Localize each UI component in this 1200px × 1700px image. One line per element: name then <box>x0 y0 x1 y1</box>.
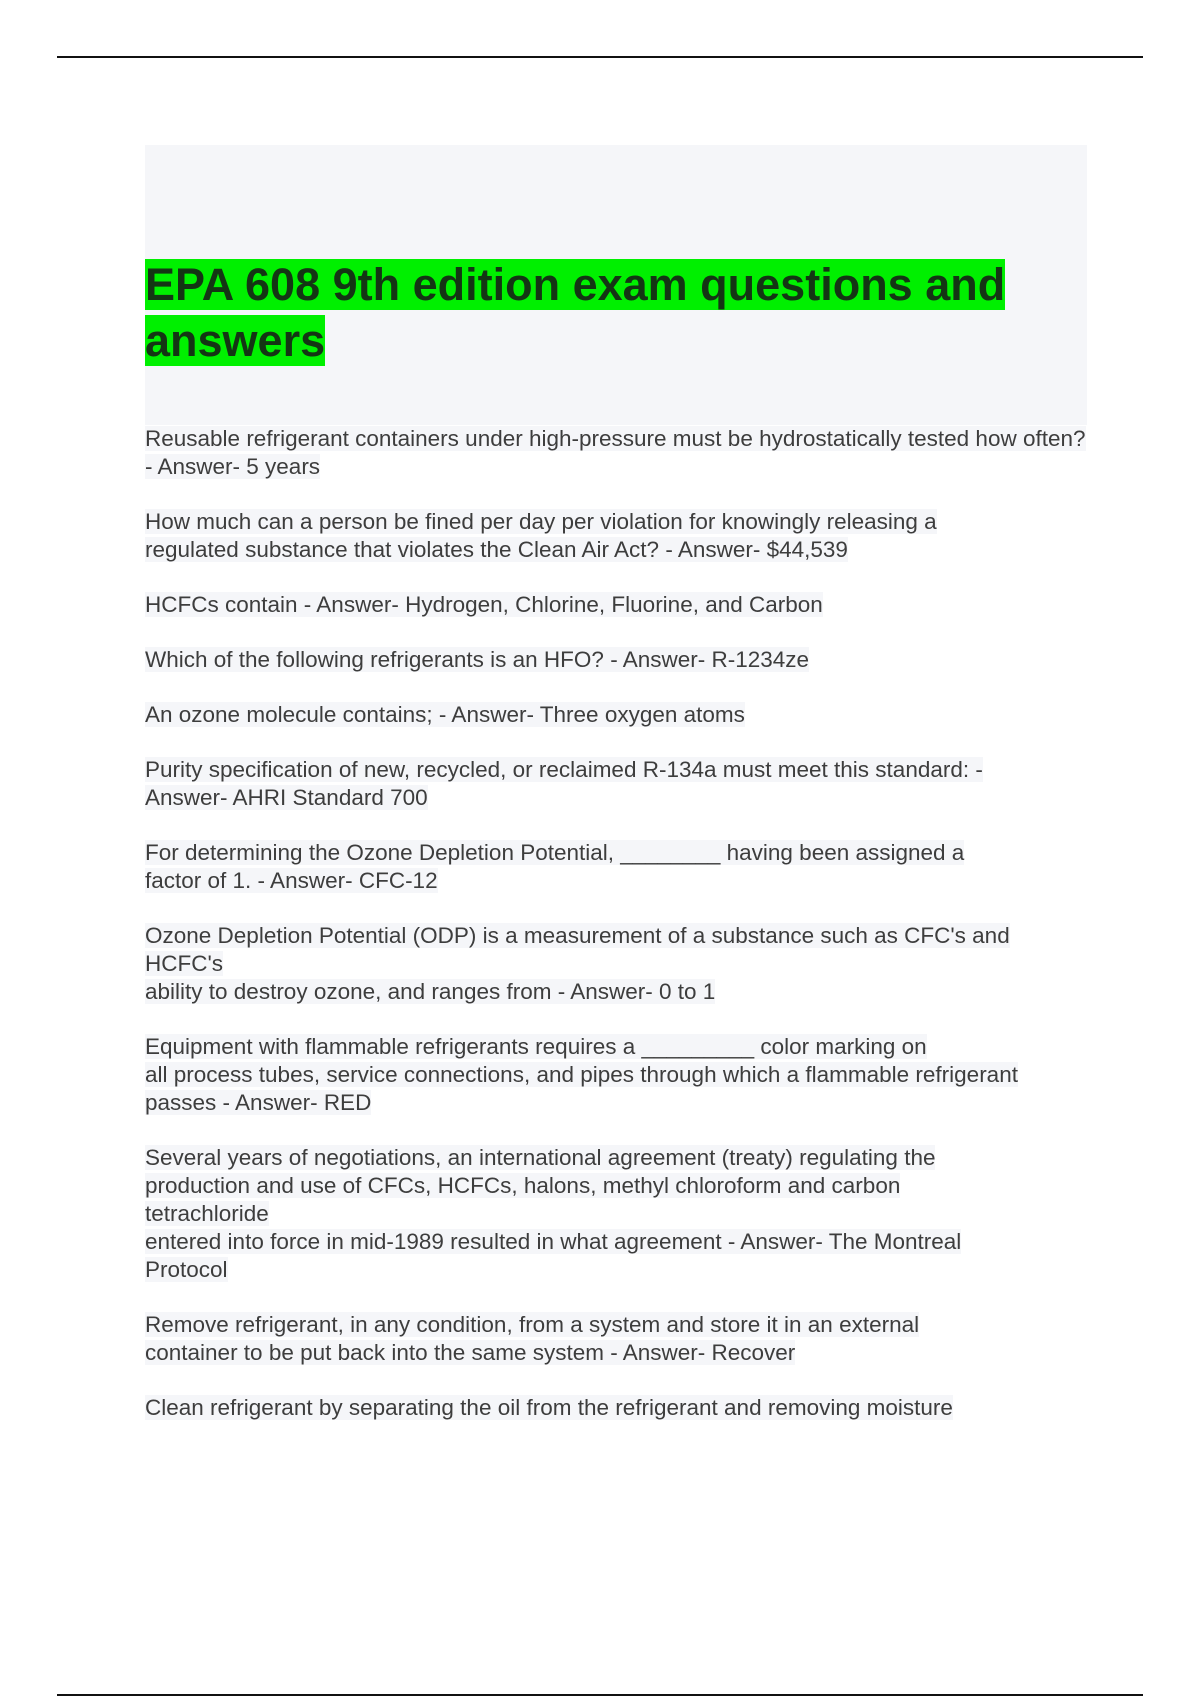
qa-item <box>145 1033 1090 1117</box>
bottom-rule <box>57 1694 1143 1696</box>
qa-item <box>145 701 1090 729</box>
qa-text: An ozone molecule contains; - Answer- Three oxygen atoms <box>145 702 745 727</box>
qa-item <box>145 1311 1090 1367</box>
qa-item <box>145 646 1090 674</box>
qa-text: Equipment with flammable refrigerants requires a _________ color marking on all process tubes, service connections, and pipes through which a flammable refrigerant passes - Answer- RED <box>145 1034 1018 1115</box>
qa-text: HCFCs contain - Answer- Hydrogen, Chlorine, Fluorine, and Carbon <box>145 592 823 617</box>
qa-text: Remove refrigerant, in any condition, from a system and store it in an external container to be put back into the same system - Answer- Recover <box>145 1312 920 1365</box>
qa-item <box>145 839 1090 895</box>
qa-text: Reusable refrigerant containers under high-pressure must be hydrostatically tested how often? - Answer- 5 years <box>145 426 1086 479</box>
qa-item <box>145 1394 1090 1422</box>
qa-text: How much can a person be fined per day per violation for knowingly releasing a regulated substance that violates the Clean Air Act? - Answer- $44,539 <box>145 509 937 562</box>
top-rule <box>57 56 1143 58</box>
qa-item <box>145 425 1090 481</box>
qa-item <box>145 591 1090 619</box>
qa-item <box>145 1144 1090 1284</box>
qa-item <box>145 922 1090 1006</box>
page-title <box>145 257 1090 369</box>
qa-list <box>145 425 1090 1449</box>
qa-text: Which of the following refrigerants is an HFO? - Answer- R-1234ze <box>145 647 810 672</box>
qa-text: Purity specification of new, recycled, or reclaimed R-134a must meet this standard: - Answer- AHRI Standard 700 <box>145 757 983 810</box>
title-highlight: EPA 608 9th edition exam questions and answers <box>145 259 1006 366</box>
qa-item <box>145 756 1090 812</box>
qa-text: Ozone Depletion Potential (ODP) is a measurement of a substance such as CFC's and HCFC's ability to destroy ozone, and ranges from - Answer- 0 to 1 <box>145 923 1010 1004</box>
qa-text: Several years of negotiations, an international agreement (treaty) regulating the production and use of CFCs, HCFCs, halons, methyl chloroform and carbon tetrachloride entered into force in mid-1989 resulted in what agreement - Answer- The Montreal Protocol <box>145 1145 962 1282</box>
qa-item <box>145 508 1090 564</box>
qa-text: For determining the Ozone Depletion Potential, ________ having been assigned a factor of 1. - Answer- CFC-12 <box>145 840 965 893</box>
qa-text: Clean refrigerant by separating the oil from the refrigerant and removing moisture <box>145 1395 953 1420</box>
